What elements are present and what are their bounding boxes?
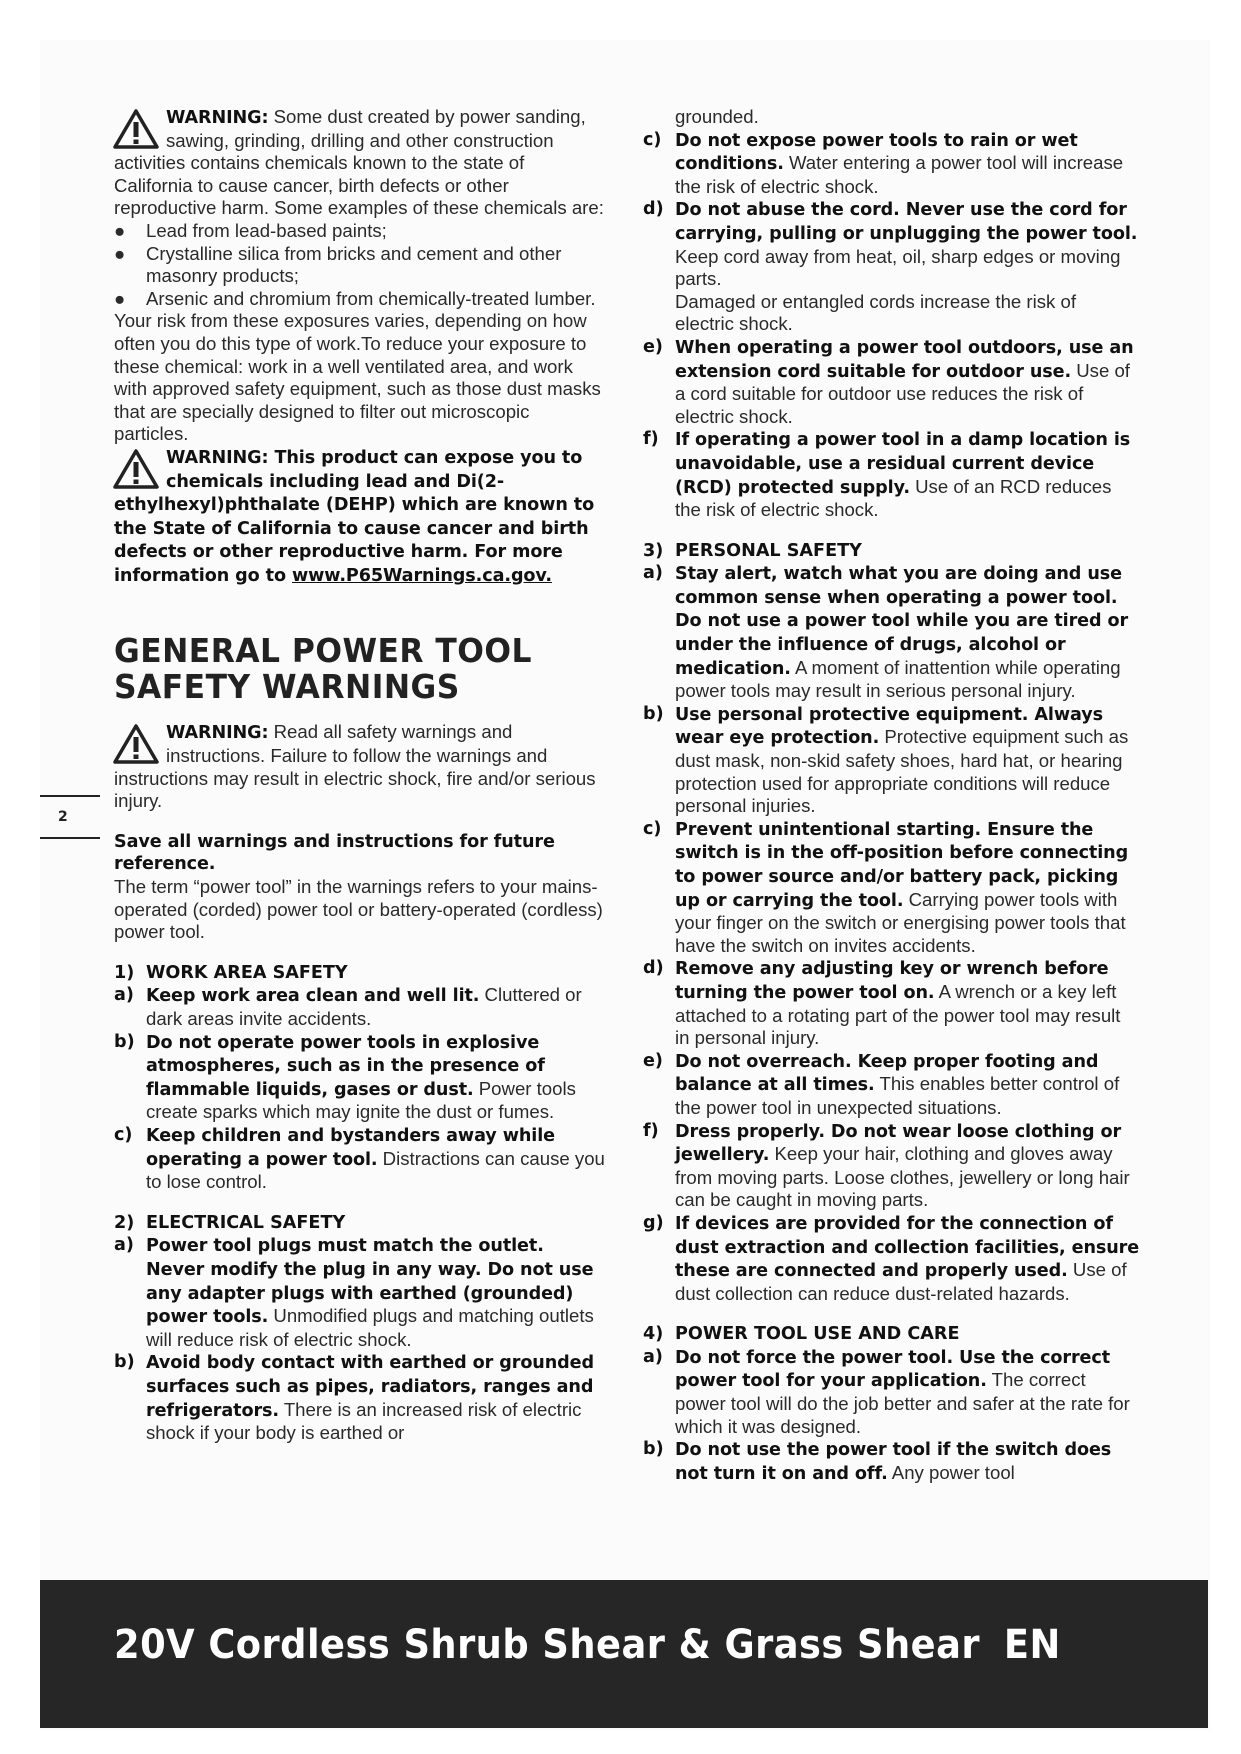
- warning-triangle-icon: [112, 448, 160, 490]
- language-code: EN: [1003, 1622, 1061, 1668]
- list-item: a) Do not force the power tool. Use the correct power tool for your application. The correct power tool will do the job better and safer at the rate for which it was designed.: [643, 1346, 1130, 1437]
- section-tool-use: 4) POWER TOOL USE AND CARE: [643, 1324, 960, 1345]
- warning-dust: [114, 106, 607, 220]
- footer-title: [114, 1622, 1061, 1668]
- list-item: a) Stay alert, watch what you are doing and use common sense when operating a power tool. Do not use a power tool while you are tired or under the influence of drugs, alcohol or medication. A moment of inattention while operating power tools may result in serious personal injury.: [643, 563, 1129, 702]
- list-item: g) If devices are provided for the connection of dust extraction and collection facilities, ensure these are connected and properly used. Use of dust collection can reduce dust-related hazards.: [643, 1212, 1140, 1304]
- list-item: f) Dress properly. Do not wear loose clothing or jewellery. Keep your hair, clothing and gloves away from moving parts. Loose clothes, jewellery or long hair can be caught in moving parts.: [643, 1120, 1130, 1211]
- list-item: b) Do not use the power tool if the switch does not turn it on and off. Any power tool: [643, 1439, 1112, 1484]
- warning-label: WARNING:: [166, 108, 269, 128]
- page-number: 2: [58, 809, 68, 825]
- list-item: ● Crystalline silica from bricks and cement and other masonry products;: [114, 242, 562, 287]
- list-item: e) Do not overreach. Keep proper footing and balance at all times. This enables better control of the power tool in unexpected situations.: [643, 1050, 1120, 1118]
- section-title: GENERAL POWER TOOL SAFETY WARNINGS: [114, 631, 532, 707]
- list-item: d) Remove any adjusting key or wrench before turning the power tool on. A wrench or a key left attached to a rotating part of the power tool may result in personal injury.: [643, 958, 1121, 1049]
- section-personal: 3) PERSONAL SAFETY: [643, 540, 862, 561]
- risk-paragraph: Your risk from these exposures varies, depending on how often you do this type of work.To reduce your exposure to these chemical: work in a well ventilated area, and work with approved safety equipment, such as those dust masks that are specially designed to filter out microscopic particles.: [114, 310, 601, 445]
- list-item: a) Keep work area clean and well lit. Cluttered or dark areas invite accidents.: [114, 984, 582, 1029]
- prop65-link[interactable]: www.P65Warnings.ca.gov.: [292, 565, 552, 586]
- list-item: d) Do not abuse the cord. Never use the cord for carrying, pulling or unplugging the power tool. Keep cord away from heat, oil, sharp edges or moving parts. Damaged or entangled cords increase the risk of electric shock.: [643, 199, 1138, 335]
- list-item: ● Arsenic and chromium from chemically-treated lumber.: [114, 287, 596, 309]
- list-item: b) Avoid body contact with earthed or grounded surfaces such as pipes, radiators, ranges and refrigerators. There is an increased risk of electric shock if your body is earthed or: [114, 1352, 594, 1444]
- warning-text: Read all safety warnings and instructions. Failure to follow the warnings and instructions may result in electric shock, fire and/or serious injury.: [114, 721, 596, 812]
- save-instructions: Save all warnings and instructions for future reference.: [114, 831, 555, 875]
- prop65-text: WARNING: This product can expose you to chemicals including lead and Di(2-ethylhexyl)phthalate (DEHP) which are known to the State of California to cause cancer and birth defects or other reproductive harm. For more information go to: [114, 447, 595, 586]
- chemical-list: [114, 220, 607, 310]
- warning-triangle-icon: [112, 108, 160, 150]
- term-paragraph: The term “power tool” in the warnings refers to your mains-operated (corded) power tool or battery-operated (cordless) power tool.: [114, 876, 603, 943]
- warning-prop65: [114, 446, 607, 588]
- list-item: b) Use personal protective equipment. Always wear eye protection. Protective equipment such as dust mask, non-skid safety shoes, hard hat, or hearing protection used for appropriate conditions will reduce personal injuries.: [643, 703, 1129, 817]
- warning-read-instructions: [114, 721, 607, 812]
- list-item: ● Lead from lead-based paints;: [114, 219, 387, 241]
- left-column: [114, 106, 607, 1445]
- warning-label: WARNING:: [166, 723, 269, 744]
- list-item: a) Power tool plugs must match the outlet. Never modify the plug in any way. Do not use any adapter plugs with earthed (grounded) power tools. Unmodified plugs and matching outlets will reduce risk of electric shock.: [114, 1235, 594, 1350]
- warning-text: Some dust created by power sanding, sawing, grinding, drilling and other construction activities contains chemicals known to the state of California to cause cancer, birth defects or other reproductive harm. Some examples of these chemicals are:: [114, 106, 604, 219]
- list-item: f) If operating a power tool in a damp location is unavoidable, use a residual current device (RCD) protected supply. Use of an RCD reduces the risk of electric shock.: [643, 429, 1131, 521]
- right-column: [643, 106, 1140, 1485]
- section-electrical: 2) ELECTRICAL SAFETY: [114, 1212, 346, 1233]
- product-name: 20V Cordless Shrub Shear & Grass Shear: [114, 1622, 980, 1668]
- warning-triangle-icon: [112, 723, 160, 765]
- continued-text: grounded.: [675, 106, 759, 127]
- list-item: c) Do not expose power tools to rain or wet conditions. Water entering a power tool will increase the risk of electric shock.: [643, 129, 1124, 197]
- list-item: b) Do not operate power tools in explosive atmospheres, such as in the presence of flammable liquids, gases or dust. Power tools create sparks which may ignite the dust or fumes.: [114, 1031, 576, 1123]
- divider: [40, 837, 100, 839]
- list-item: c) Keep children and bystanders away while operating a power tool. Distractions can cause you to lose control.: [114, 1124, 605, 1193]
- page-number-marker: [40, 795, 100, 839]
- footer-banner: [40, 1580, 1208, 1728]
- section-work-area: 1) WORK AREA SAFETY: [114, 962, 348, 983]
- list-item: c) Prevent unintentional starting. Ensure the switch is in the off-position before connecting to power source and/or battery pack, picking up or carrying the tool. Carrying power tools with your finger on the switch or energising power tools that have the switch on invites accidents.: [643, 818, 1129, 956]
- list-item: e) When operating a power tool outdoors, use an extension cord suitable for outdoor use. Use of a cord suitable for outdoor use reduces the risk of electric shock.: [643, 336, 1134, 427]
